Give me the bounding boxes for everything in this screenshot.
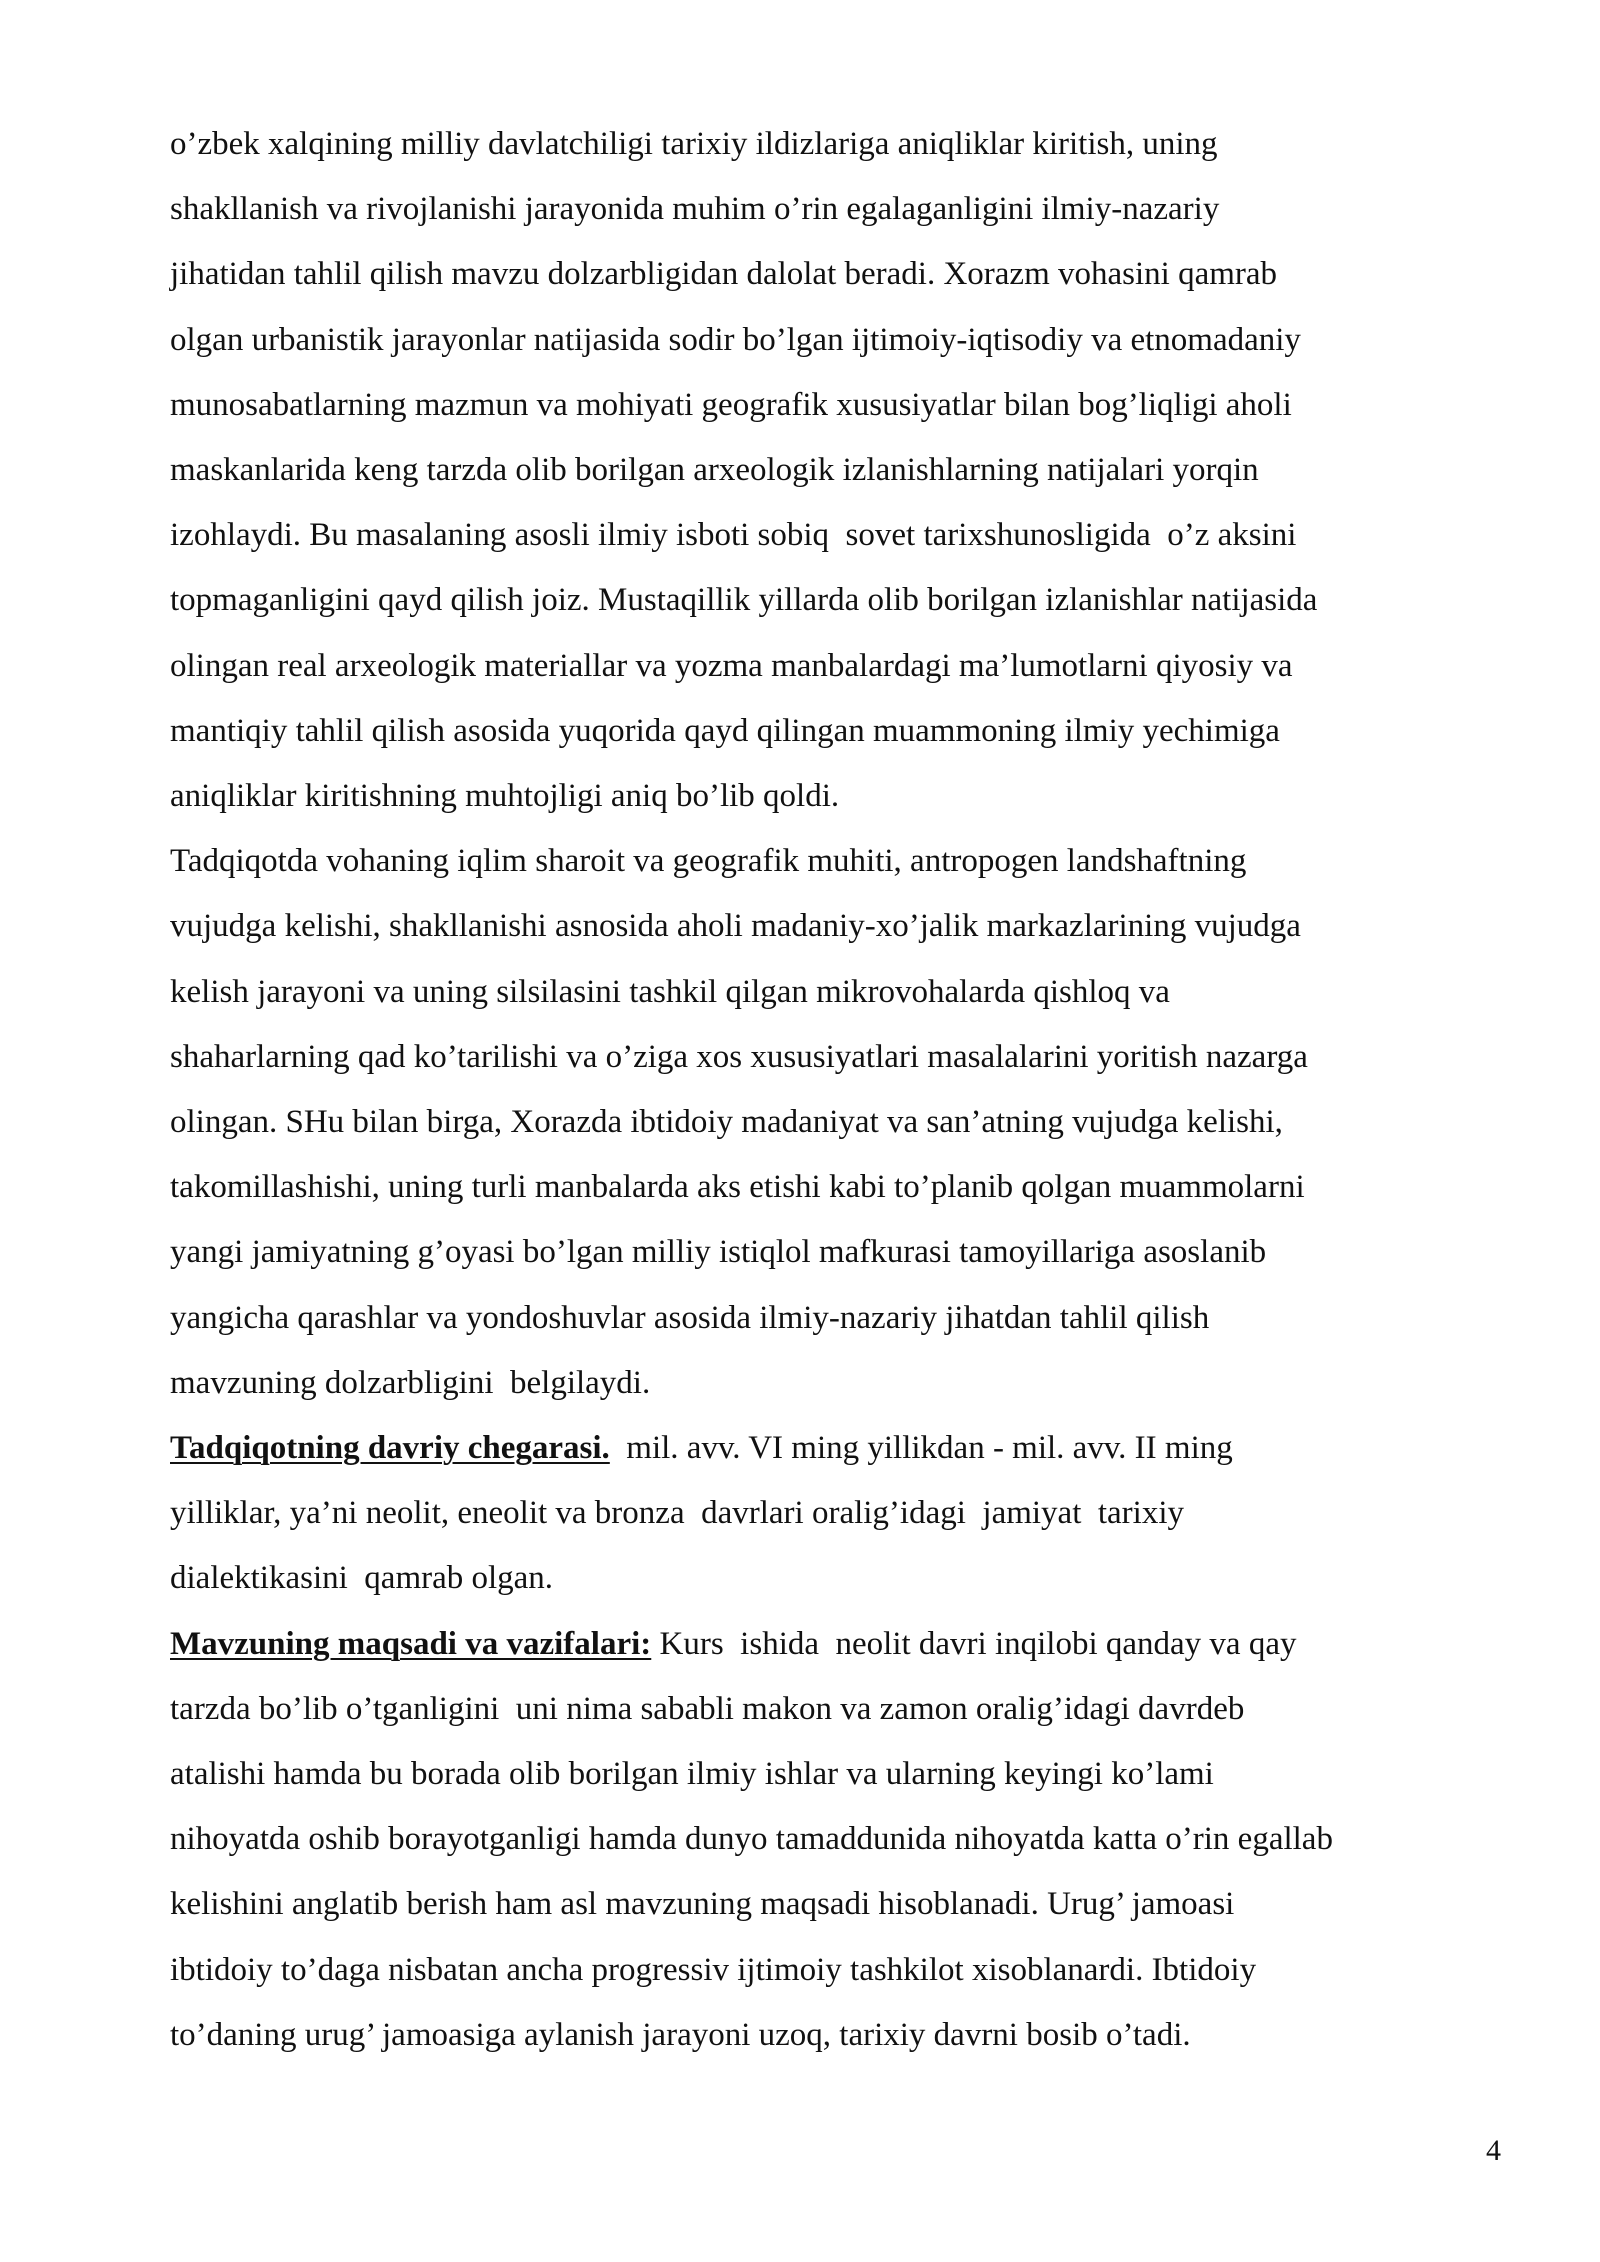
text-line: takomillashishi, uning turli manbalarda aks etishi kabi to’planib qolgan muammolarni [170, 1169, 1305, 1206]
text-line: Tadqiqotda vohaning iqlim sharoit va geografik muhiti, antropogen landshaftning [170, 843, 1247, 880]
section-goals-first-line [170, 1612, 1510, 1677]
text-fragment: Kurs ishida neolit davri inqilobi qanday va qay [651, 1625, 1297, 1662]
text-line: olgan urbanistik jarayonlar natijasida sodir bo’lgan ijtimoiy-iqtisodiy va etnomadaniy [170, 321, 1301, 358]
text-line: shakllanish va rivojlanishi jarayonida muhim o’rin egalaganligini ilmiy-nazariy [170, 191, 1220, 228]
text-line: vujudga kelishi, shakllanishi asnosida aholi madaniy-xo’jalik markazlarining vujudga [170, 908, 1301, 945]
text-line: munosabatlarning mazmun va mohiyati geografik xususiyatlar bilan bog’liqligi aholi [170, 386, 1292, 423]
text-line: izohlaydi. Bu masalaning asosli ilmiy isboti sobiq sovet tarixshunosligida o’z aksini [170, 517, 1297, 554]
text-line: o’zbek xalqining milliy davlatchiligi tarixiy ildizlariga aniqliklar kiritish, uning [170, 126, 1218, 162]
body-text [170, 112, 1510, 2068]
text-line: dialektikasini qamrab olgan. [170, 1560, 554, 1597]
text-line: shaharlarning qad ko’tarilishi va o’ziga xos xususiyatlari masalalarini yoritish nazarga [170, 1038, 1308, 1075]
text-fragment: mil. avv. VI ming yillikdan - mil. avv. II ming [609, 1430, 1233, 1467]
text-line: yilliklar, ya’ni neolit, eneolit va bronza davrlari oralig’idagi jamiyat tarixiy [170, 1495, 1185, 1532]
page-number: 4 [1486, 2134, 1501, 2167]
text-line: jihatidan tahlil qilish mavzu dolzarbligidan dalolat beradi. Xorazm vohasini qamrab [170, 256, 1278, 293]
text-line: tarzda bo’lib o’tganligini uni nima sababli makon va zamon oralig’idagi davrdeb [170, 1690, 1245, 1727]
text-line: yangicha qarashlar va yondoshuvlar asosida ilmiy-nazariy jihatdan tahlil qilish [170, 1299, 1210, 1336]
text-line: atalishi hamda bu borada olib borilgan ilmiy ishlar va ularning keyingi ko’lami [170, 1756, 1214, 1793]
text-line: mavzuning dolzarbligini belgilaydi. [170, 1364, 651, 1401]
text-line: olingan. SHu bilan birga, Xorazda ibtidoiy madaniyat va san’atning vujudga kelishi, [170, 1104, 1283, 1141]
text-line: mantiqiy tahlil qilish asosida yuqorida qayd qilingan muammoning ilmiy yechimiga [170, 712, 1280, 749]
text-line: aniqliklar kiritishning muhtojligi aniq bo’lib qoldi. [170, 778, 840, 815]
section-period-first-line [170, 1416, 1510, 1481]
text-line: topmaganligini qayd qilish joiz. Mustaqillik yillarda olib borilgan izlanishlar natijasida [170, 582, 1318, 619]
text-line: yangi jamiyatning g’oyasi bo’lgan milliy istiqlol mafkurasi tamoyillariga asoslanib [170, 1234, 1267, 1271]
text-line: nihoyatda oshib borayotganligi hamda dunyo tamaddunida nihoyatda katta o’rin egallab [170, 1821, 1333, 1858]
text-line: kelish jarayoni va uning silsilasini tashkil qilgan mikrovohalarda qishloq va [170, 973, 1170, 1010]
text-line: maskanlarida keng tarzda olib borilgan arxeologik izlanishlarning natijalari yorqin [170, 452, 1259, 489]
text-line: kelishini anglatib berish ham asl mavzuning maqsadi hisoblanadi. Urug’ jamoasi [170, 1886, 1235, 1923]
text-line: ibtidoiy to’daga nisbatan ancha progressiv ijtimoiy tashkilot xisoblanardi. Ibtidoiy [170, 1951, 1257, 1988]
section-heading-goals: Mavzuning maqsadi va vazifalari: [170, 1625, 652, 1662]
section-heading-period: Tadqiqotning davriy chegarasi. [170, 1430, 610, 1467]
text-line: olingan real arxeologik materiallar va yozma manbalardagi ma’lumotlarni qiyosiy va [170, 647, 1293, 684]
text-line: to’daning urug’ jamoasiga aylanish jarayoni uzoq, tarixiy davrni bosib o’tadi. [170, 2016, 1191, 2053]
